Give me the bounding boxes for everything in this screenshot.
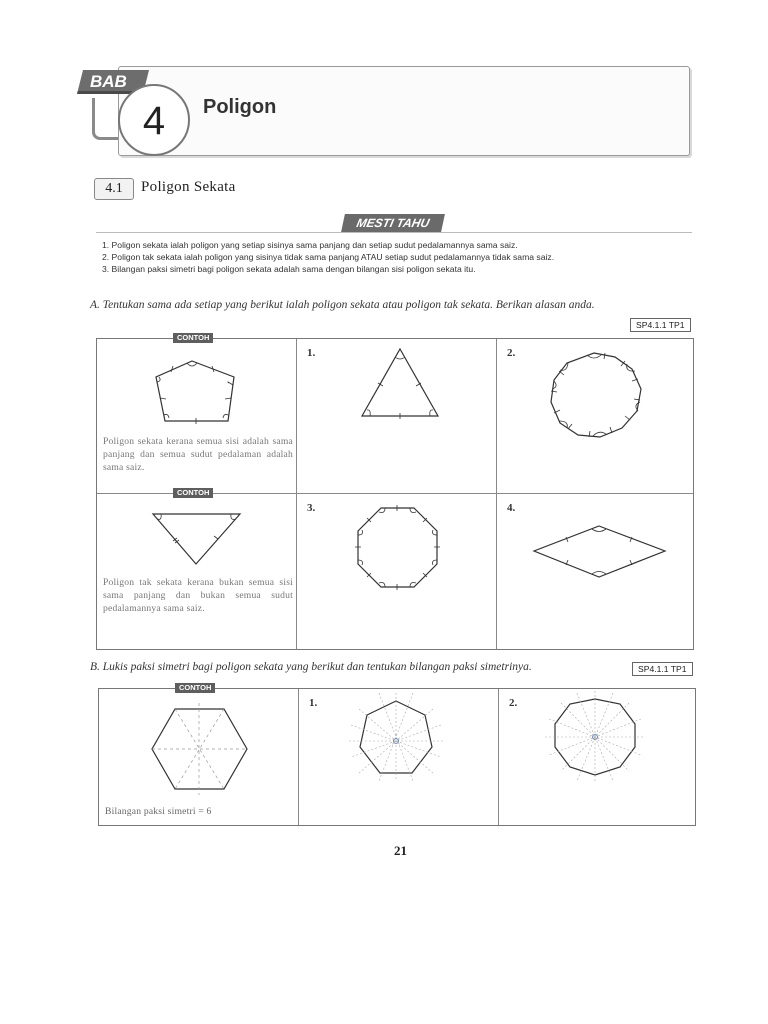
example-answer: Bilangan paksi simetri = 6	[105, 806, 212, 817]
question-number: 4.	[507, 502, 516, 514]
fact-item: 1. Poligon sekata ialah poligon yang setiap sisinya sama panjang dan setiap sudut pedalamannya sama saiz.	[102, 240, 518, 250]
part-a-grid	[96, 333, 694, 650]
divider	[96, 232, 692, 233]
chapter-title: Poligon	[203, 96, 277, 118]
chapter-tab-decoration	[92, 98, 118, 140]
part-b-grid	[98, 683, 696, 826]
example-tag: CONTOH	[175, 683, 215, 693]
question-number: 2.	[507, 347, 516, 359]
hexagon-symmetry-figure	[99, 689, 299, 799]
nonagon-figure	[499, 689, 695, 825]
part-b-cell-1	[299, 689, 499, 825]
question-number: 1.	[309, 697, 318, 709]
part-a-cell-2	[497, 339, 693, 494]
section-title: Poligon Sekata	[141, 179, 236, 195]
fact-item: 3. Bilangan paksi simetri bagi poligon sekata adalah sama dengan bilangan sisi poligon sekata itu.	[102, 264, 476, 274]
part-a-sp-tag: SP4.1.1 TP1	[630, 318, 691, 332]
part-b-cell-example	[99, 683, 299, 825]
page-number: 21	[394, 843, 407, 858]
octagon-figure	[297, 494, 497, 604]
part-b-cell-2	[499, 689, 695, 825]
decagon-figure	[497, 339, 693, 449]
part-a-cell-1	[297, 339, 497, 494]
example-tag: CONTOH	[173, 333, 213, 343]
chapter-bab-label: BAB	[77, 70, 149, 94]
question-number: 1.	[307, 347, 316, 359]
heptagon-figure	[299, 689, 499, 825]
question-number: 3.	[307, 502, 316, 514]
section-number: 4.1	[94, 178, 134, 200]
example-explanation: Poligon tak sekata kerana bukan semua sisi sama panjang dan bukan semua sudut pedalamannya sama saiz.	[103, 577, 293, 614]
triangle-figure	[297, 339, 497, 439]
regular-pentagon-figure	[97, 339, 297, 439]
part-a-cell-4	[497, 494, 693, 649]
example-tag: CONTOH	[173, 488, 213, 498]
example-explanation: Poligon sekata kerana semua sisi adalah sama panjang dan semua sudut pedalaman adalah sama saiz.	[103, 436, 293, 473]
part-a-cell-example-1	[97, 333, 297, 494]
question-number: 2.	[509, 697, 518, 709]
facts-list	[102, 239, 702, 275]
part-a-cell-3	[297, 494, 497, 649]
part-b-sp-tag: SP4.1.1 TP1	[632, 662, 693, 676]
fact-item: 2. Poligon tak sekata ialah poligon yang sisinya tidak sama panjang ATAU setiap sudut pedalamannya tidak sama saiz.	[102, 252, 555, 262]
rhombus-figure	[497, 494, 693, 604]
chapter-number: 4	[118, 84, 190, 156]
irregular-triangle-figure	[97, 494, 297, 574]
part-a-cell-example-2	[97, 488, 297, 649]
part-b-instruction: B. Lukis paksi simetri bagi poligon sekata yang berikut dan tentukan bilangan paksi simetrinya.	[90, 661, 532, 673]
part-a-instruction: A. Tentukan sama ada setiap yang berikut ialah poligon sekata atau poligon tak sekata. Berikan alasan anda.	[90, 299, 595, 311]
mesti-tahu-label: MESTI TAHU	[341, 214, 445, 232]
